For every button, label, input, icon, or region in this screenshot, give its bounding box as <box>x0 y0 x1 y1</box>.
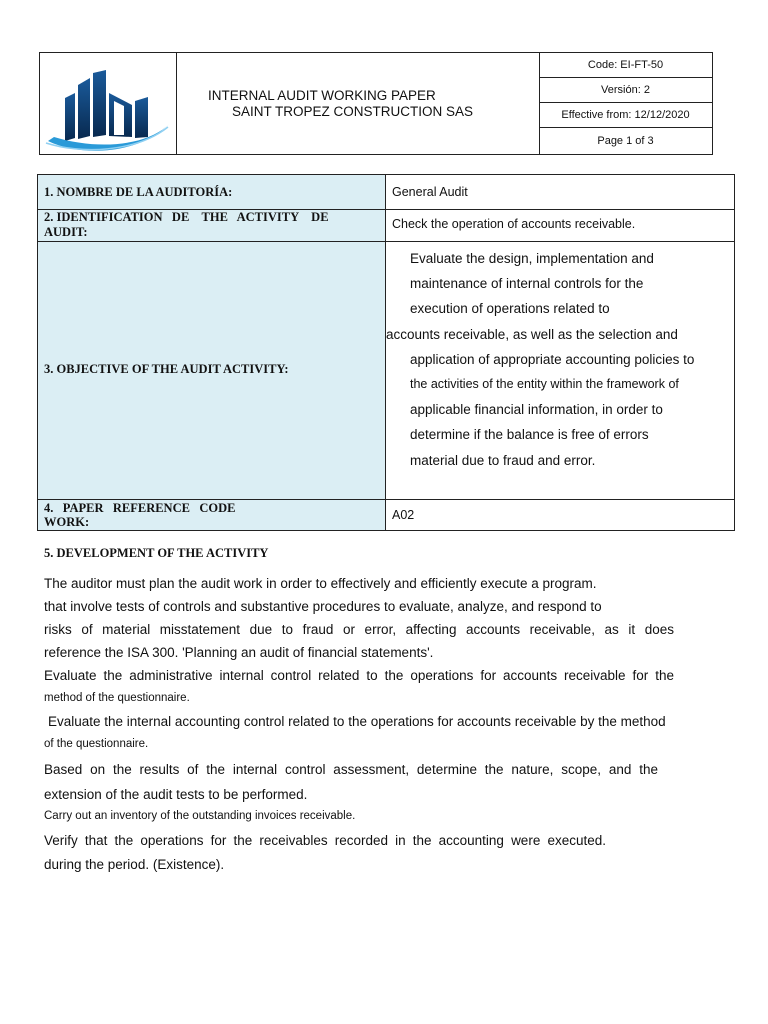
bullet-text: Evaluate the internal accounting control related to the operations for accounts receivable by the method <box>48 714 666 729</box>
activity-id-label-line2: AUDIT: <box>44 225 88 239</box>
body-line: Evaluate the administrative internal control related to the operations for accounts receivable for the <box>44 668 674 683</box>
objective-line: accounts receivable, as well as the selection and <box>386 326 678 342</box>
section5-heading: 5. DEVELOPMENT OF THE ACTIVITY <box>44 546 269 560</box>
title-cell <box>176 53 540 154</box>
activity-id-label-line1: 2. IDENTIFICATION DE THE ACTIVITY DE <box>44 210 329 224</box>
audit-name-label: 1. NOMBRE DE LA AUDITORÍA: <box>44 185 233 199</box>
objective-text <box>386 246 728 473</box>
row4-label-cell <box>38 500 386 530</box>
row1-value-cell <box>386 175 734 209</box>
objective-label: 3. OBJECTIVE OF THE AUDIT ACTIVITY: <box>44 362 289 376</box>
objective-line: applicable financial information, in order to <box>410 402 663 418</box>
paper-ref-value: A02 <box>392 508 415 522</box>
bullet-item <box>44 762 658 777</box>
body-line: that involve tests of controls and substantive procedures to evaluate, analyze, and respond to <box>44 599 602 614</box>
body-line: The auditor must plan the audit work in order to effectively and efficiently execute a program. <box>44 576 597 591</box>
audit-info-table <box>37 174 735 531</box>
body-line: method of the questionnaire. <box>44 692 190 704</box>
objective-line: determine if the balance is free of errors <box>410 427 649 443</box>
doc-code: Code: EI-FT-50 <box>539 53 712 78</box>
document-title: INTERNAL AUDIT WORKING PAPER <box>208 88 436 103</box>
meta-cell <box>539 53 712 154</box>
audit-name-value: General Audit <box>392 185 468 199</box>
objective-line: material due to fraud and error. <box>410 452 596 468</box>
bullet-item <box>44 810 674 822</box>
doc-page-number: Page 1 of 3 <box>597 135 654 147</box>
bullet-text: Verify that the operations for the receivables recorded in the accounting were executed. <box>44 833 606 848</box>
bullet-item <box>44 833 606 848</box>
document-header <box>39 52 713 155</box>
body-line: of the questionnaire. <box>44 738 149 750</box>
row1-label-cell <box>38 175 386 209</box>
body-line: during the period. (Existence). <box>44 857 225 872</box>
row2-value-cell <box>386 210 734 241</box>
paper-ref-label-line2: WORK: <box>44 515 90 529</box>
row4-value-cell <box>386 500 734 530</box>
objective-line: application of appropriate accounting policies to <box>410 351 695 367</box>
company-logo-icon <box>40 53 176 154</box>
company-name: SAINT TROPEZ CONSTRUCTION SAS <box>232 104 474 119</box>
body-line: reference the ISA 300. 'Planning an audit of financial statements'. <box>44 645 434 660</box>
doc-effective-date: Effective from: 12/12/2020 <box>539 103 712 128</box>
objective-line: execution of operations related to <box>410 301 610 317</box>
bullet-text: Based on the results of the internal control assessment, determine the nature, scope, and the <box>44 762 658 777</box>
paper-ref-label-line1: 4. PAPER REFERENCE CODE <box>44 501 236 515</box>
objective-line: Evaluate the design, implementation and <box>410 251 654 266</box>
doc-version: Versión: 2 <box>539 78 712 103</box>
bullet-item <box>48 714 698 729</box>
objective-line: the activities of the entity within the framework of <box>410 377 679 392</box>
objective-line: maintenance of internal controls for the <box>410 276 644 292</box>
row3-label-cell <box>38 242 386 499</box>
activity-id-value: Check the operation of accounts receivable. <box>392 217 636 231</box>
row3-value-cell <box>386 242 734 499</box>
body-line: extension of the audit tests to be performed. <box>44 787 308 802</box>
logo-cell <box>40 53 177 154</box>
body-line: risks of material misstatement due to fraud or error, affecting accounts receivable, as it does <box>44 622 674 637</box>
bullet-text: Carry out an inventory of the outstanding invoices receivable. <box>44 810 356 822</box>
row2-label-cell <box>38 210 386 241</box>
